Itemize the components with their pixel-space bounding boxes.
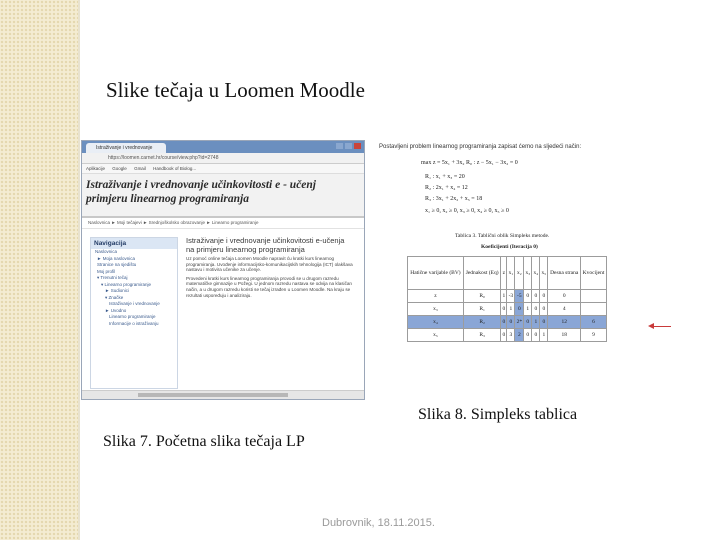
lp-intro: Postavljeni problem linearnog programiranja zapisat ćemo na sljedeći način: bbox=[379, 144, 582, 150]
nav-item: ▾ Trenutni tečaj bbox=[97, 275, 128, 280]
table-cell: 0 bbox=[532, 290, 540, 303]
table-cell: x₃ bbox=[408, 303, 464, 316]
table-cell: 0 bbox=[540, 290, 548, 303]
address-bar: https://loomen.carnet.hr/course/view.php?id=2748 bbox=[82, 153, 364, 164]
table-cell: R₂ bbox=[463, 316, 501, 329]
horizontal-scrollbar bbox=[82, 390, 364, 399]
table-header-cell: Hatične varijable (BV) bbox=[408, 257, 464, 290]
course-banner: Istraživanje i vrednovanje učinkovitosti e - učenj primjeru linearnog programiranja bbox=[82, 174, 364, 218]
table-cell: z bbox=[408, 290, 464, 303]
lp-objective: max z = 5x₁ + 3x₂ R₀ : z − 5x₁ − 3x₂ = 0 bbox=[421, 160, 518, 166]
table-cell bbox=[581, 290, 607, 303]
table-header-cell: x₃ bbox=[524, 257, 532, 290]
table-cell: 4 bbox=[548, 303, 581, 316]
table-cell: -3 bbox=[507, 290, 515, 303]
table-cell: 0 bbox=[501, 303, 507, 316]
nav-item: Naslovnica bbox=[95, 249, 118, 254]
table-cell: 12 bbox=[548, 316, 581, 329]
table-cell: R₀ bbox=[463, 290, 501, 303]
table-cell: 0 bbox=[524, 316, 532, 329]
nav-item: ▾ Linearno programiranje bbox=[101, 281, 152, 287]
bookmarks-bar bbox=[82, 164, 364, 174]
table-header-cell: Jednakost (Eq) bbox=[463, 257, 501, 290]
table-cell: 0 bbox=[507, 316, 515, 329]
course-content bbox=[186, 237, 354, 397]
pivot-row-arrow-line bbox=[653, 326, 671, 327]
navigation-title: Navigacija bbox=[91, 238, 177, 249]
slide-title: Slike tečaja u Loomen Moodle bbox=[106, 78, 365, 102]
table-cell: R₁ bbox=[463, 303, 501, 316]
table-cell bbox=[581, 303, 607, 316]
course-paragraph: Provedeni kratki kurs linearnog programiranja provodi se u drugom razredu matematičke gimnazije u Požegi. U jednom razredu nastava se odvija na klasičan način, a u drugom razredu koristi se tečaj izrađen u Loomen Moodle. Na kraju se rezultati uspoređuju i analiziraju. bbox=[186, 275, 352, 298]
course-body bbox=[82, 233, 364, 400]
table-header-row bbox=[408, 257, 607, 290]
table-header-cell: x₁ bbox=[507, 257, 515, 290]
table-cell: 0 bbox=[540, 316, 548, 329]
table-cell: 6 bbox=[581, 316, 607, 329]
table-cell: 0 bbox=[532, 303, 540, 316]
figure-caption-right: Slika 8. Simpleks tablica bbox=[418, 406, 578, 423]
lp-constraint: R₃ : 3x₁ + 2x₂ + x₅ = 18 bbox=[425, 196, 483, 202]
browser-tab: Istraživanje i vrednovanje bbox=[86, 143, 166, 153]
bookmark-item: Aplikacije bbox=[86, 166, 106, 171]
table-caption: Tablica 3. Tablični oblik Simpleks metode. bbox=[455, 233, 550, 239]
table-cell: 0 bbox=[515, 303, 524, 316]
table-cell: R₃ bbox=[463, 329, 501, 342]
table-cell: 18 bbox=[548, 329, 581, 342]
navigation-block bbox=[90, 237, 178, 389]
table-header-cell: x₄ bbox=[532, 257, 540, 290]
table-cell: 2 bbox=[515, 329, 524, 342]
pivot-row bbox=[408, 316, 607, 329]
nav-item: Moj profil bbox=[97, 268, 116, 274]
scrollbar-thumb bbox=[138, 393, 288, 397]
pivot-row-arrow-icon bbox=[648, 323, 654, 329]
table-cell: 1 bbox=[507, 303, 515, 316]
bookmark-item: Handbook of Biolog... bbox=[153, 166, 197, 171]
table-row bbox=[408, 303, 607, 316]
table-cell: 1 bbox=[540, 329, 548, 342]
table-cell: 0 bbox=[540, 303, 548, 316]
bookmark-item: Google bbox=[112, 166, 127, 171]
lp-constraint: R₁ : x₁ + x₃ = 20 bbox=[425, 174, 465, 180]
nav-item: ► Sudionici bbox=[105, 288, 129, 293]
table-cell: 0 bbox=[501, 329, 507, 342]
simplex-table bbox=[407, 256, 607, 342]
close-icon bbox=[354, 143, 361, 149]
table-cell: 0 bbox=[524, 329, 532, 342]
table-header-cell: Kvocijent bbox=[581, 257, 607, 290]
table-cell: 9 bbox=[581, 329, 607, 342]
table-header-cell: x₂ bbox=[515, 257, 524, 290]
table-cell: 0 bbox=[532, 329, 540, 342]
nav-item: ► Moja naslovnica bbox=[97, 255, 135, 261]
table-cell: 1 bbox=[524, 303, 532, 316]
table-cell: 0 bbox=[524, 290, 532, 303]
moodle-course-screenshot bbox=[81, 140, 365, 400]
pivot-cell: 2* bbox=[515, 316, 524, 329]
slide-footer: Dubrovnik, 18.11.2015. bbox=[322, 517, 435, 529]
table-cell: 1 bbox=[501, 290, 507, 303]
bookmark-item: Gmail bbox=[134, 166, 146, 171]
nav-item: Istraživanje i vrednovanje bbox=[109, 301, 160, 306]
nav-item: ► Uvodno bbox=[105, 307, 127, 313]
table-header-cell: Desna strana bbox=[548, 257, 581, 290]
course-heading: Istraživanje i vrednovanje učinkovitosti e-učenja na primjeru linearnog programiranja bbox=[186, 237, 345, 254]
table-subcaption: Koeficijenti (Iteracija 0) bbox=[481, 244, 538, 250]
browser-tab-bar bbox=[82, 141, 364, 153]
minimize-icon bbox=[336, 143, 343, 149]
nav-item: Linearno programiranje bbox=[109, 314, 156, 319]
nav-item: Informacije o istraživanju bbox=[109, 320, 159, 326]
table-cell: 1 bbox=[532, 316, 540, 329]
window-buttons bbox=[336, 143, 361, 149]
course-paragraph: Uz pomoć online tečaja Loomen Moodle napravit ću kratki kurs linearnog programiranja. Uvođenje informacijsko-komunikacijskih tehnologija (ICT) olakšava nastavu i motivira učenike za učenje. bbox=[186, 256, 353, 273]
table-cell: 0 bbox=[548, 290, 581, 303]
table-cell: x₄ bbox=[408, 316, 464, 329]
simplex-figure bbox=[375, 140, 617, 396]
figure-caption-left: Slika 7. Početna slika tečaja LP bbox=[103, 433, 305, 450]
breadcrumb: Naslovnica ► Moji tečajevi ► Srednjoškolsko obrazovanje ► Linearno programiranje bbox=[82, 218, 364, 229]
side-divider bbox=[78, 0, 80, 540]
table-cell: 3 bbox=[507, 329, 515, 342]
decorative-side-pattern bbox=[0, 0, 78, 540]
lp-nonnegativity: x₁ ≥ 0, x₂ ≥ 0, x₃ ≥ 0, x₄ ≥ 0, x₅ ≥ 0 bbox=[425, 208, 509, 214]
nav-item: Stranice na sjedištu bbox=[97, 262, 137, 267]
table-row bbox=[408, 290, 607, 303]
table-header-cell: x₅ bbox=[540, 257, 548, 290]
table-cell: x₅ bbox=[408, 329, 464, 342]
maximize-icon bbox=[345, 143, 352, 149]
nav-item: ▾ Značke bbox=[105, 294, 124, 300]
table-cell: 0 bbox=[501, 316, 507, 329]
table-header-cell: z bbox=[501, 257, 507, 290]
table-cell: -5 bbox=[515, 290, 524, 303]
lp-constraint: R₂ : 2x₁ + x₄ = 12 bbox=[425, 185, 468, 191]
table-row bbox=[408, 329, 607, 342]
